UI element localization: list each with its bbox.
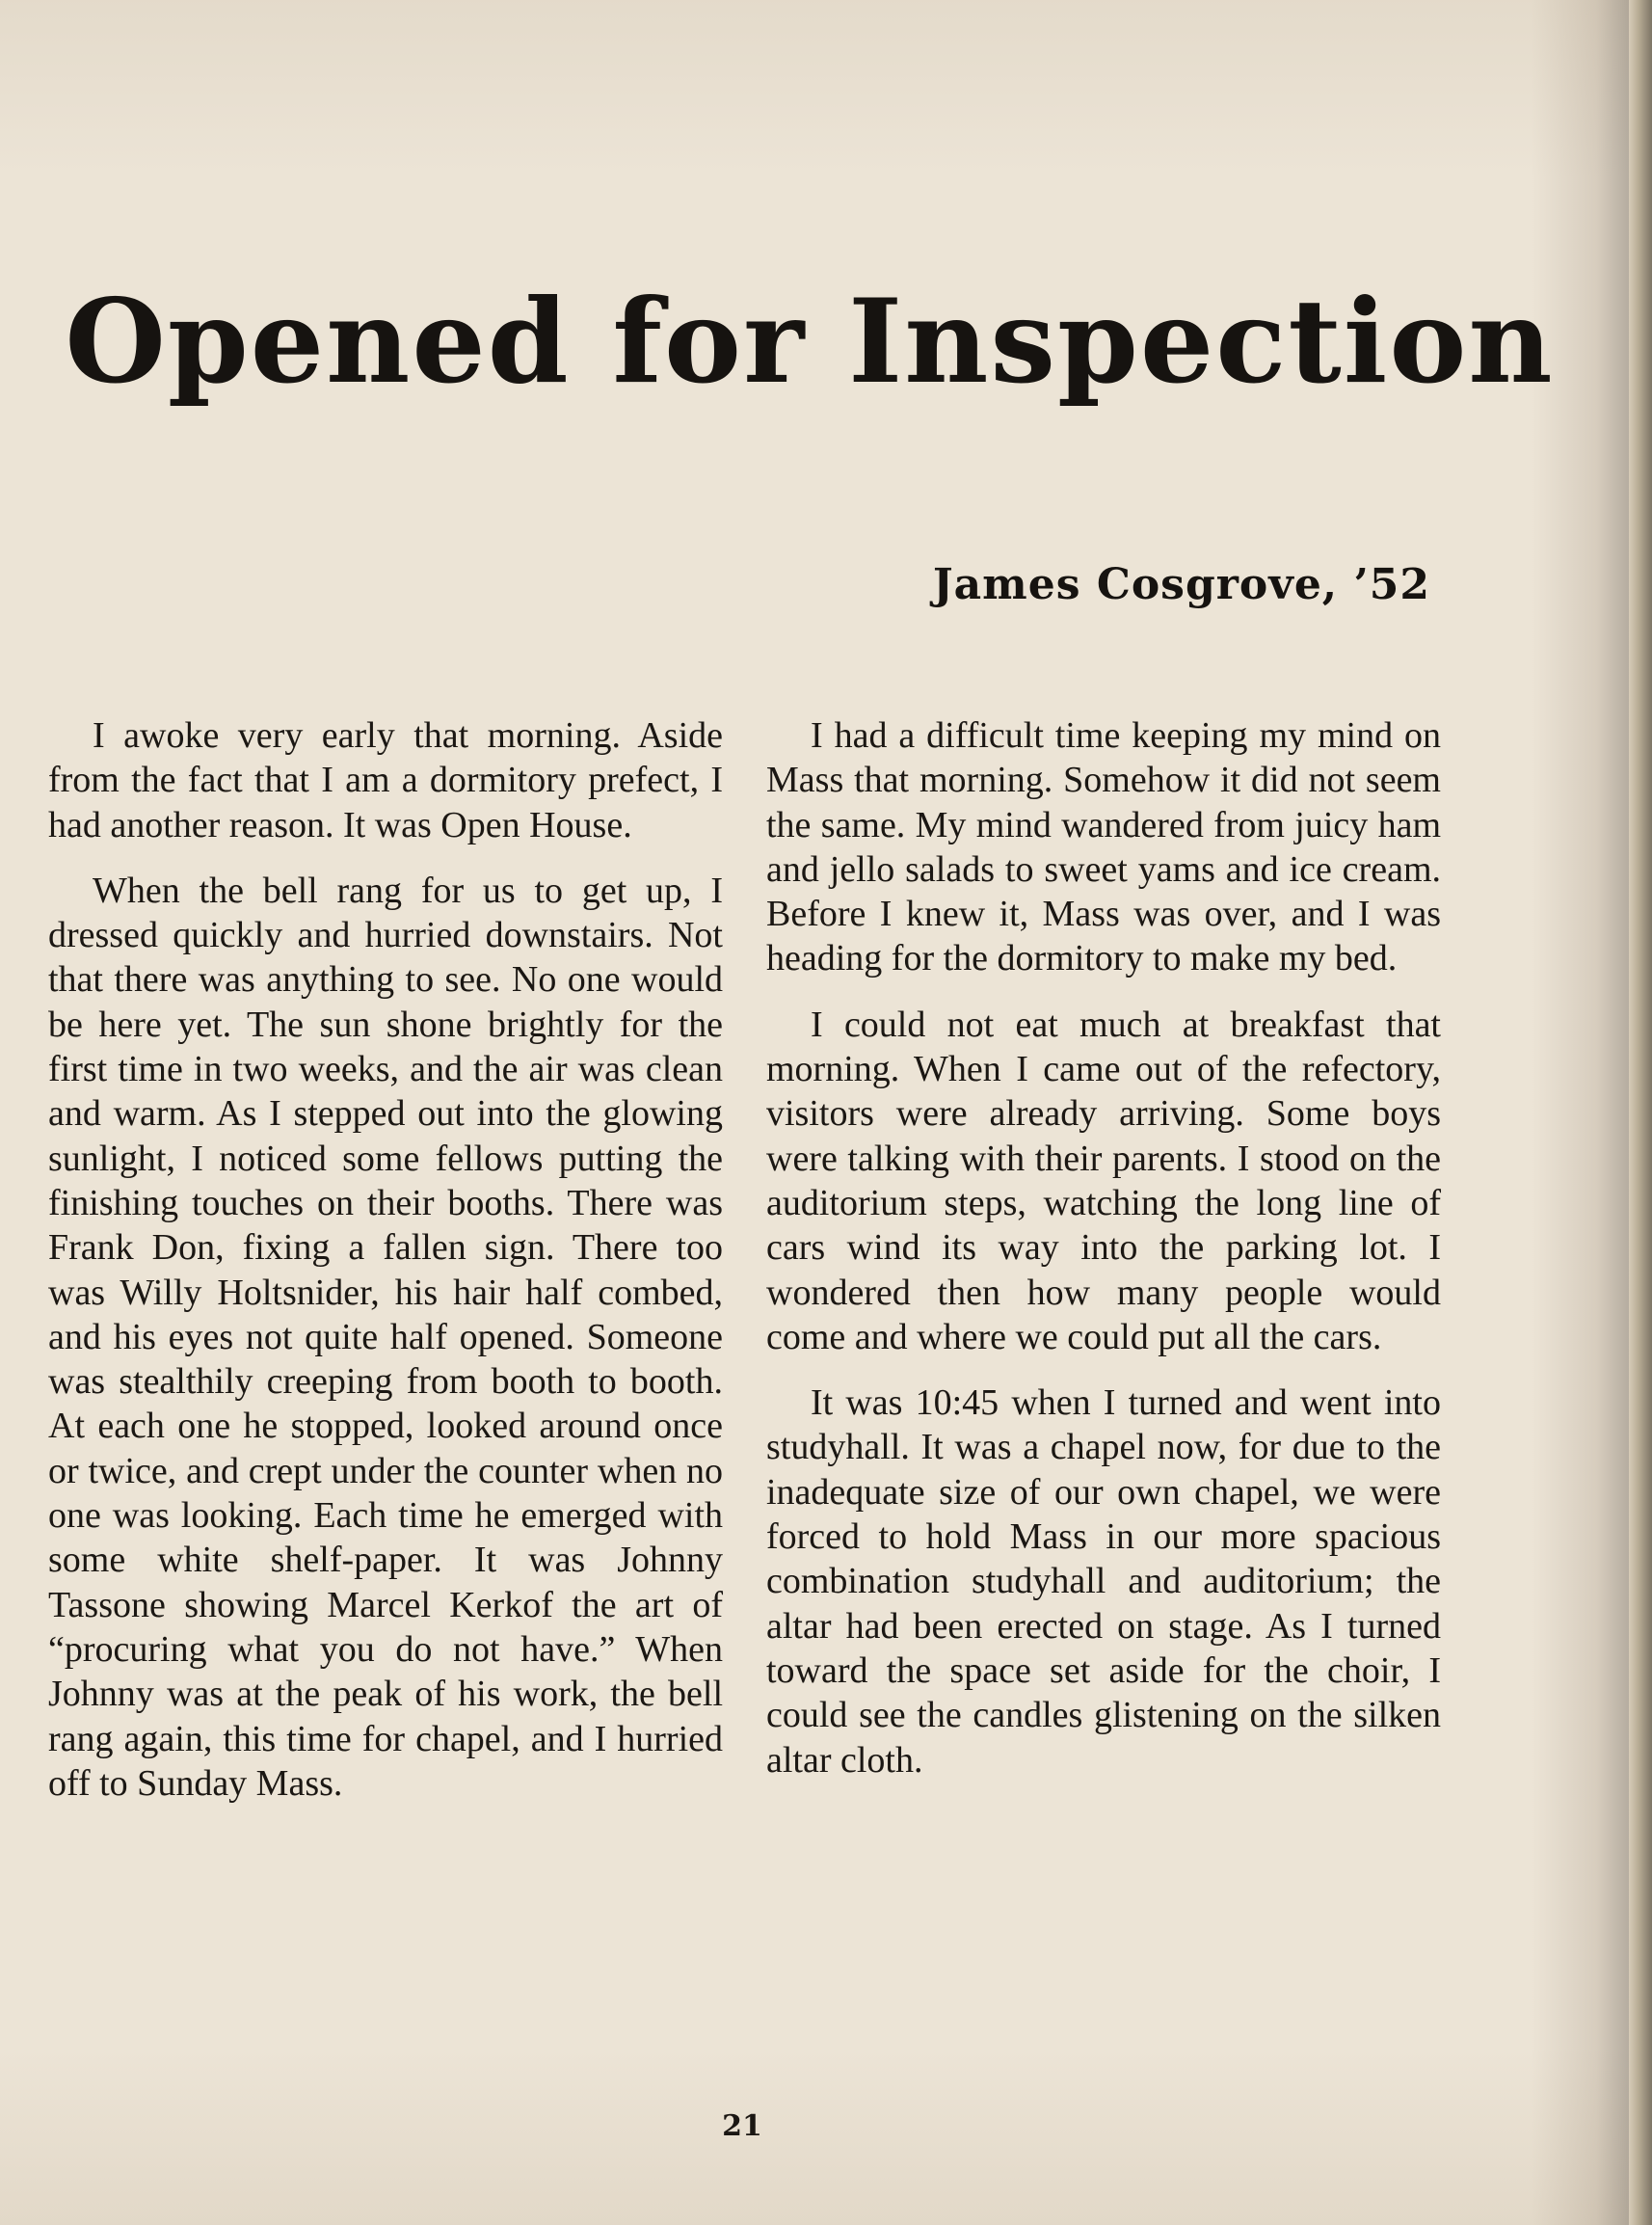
paragraph: When the bell rang for us to get up, I dressed quickly and hurried downstairs. Not that there was anything to see. No one would be here yet. The sun shone brightly for the first time in two weeks, and the air was clean and warm. As I stepped out into the glowing sunlight, I noticed some fellows putting the finishing touches on their booths. There was Frank Don, fixing a fallen sign. There too was Willy Holtsnider, his hair half combed, and his eyes not quite half opened. Someone was stealthily creeping from booth to booth. At each one he stopped, looked around once or twice, and crept under the counter when no one was looking. Each time he emerged with some white shelf-paper. It was Johnny Tassone showing Marcel Kerkof the art of “procuring what you do not have.” When Johnny was at the peak of his work, the bell rang again, this time for chapel, and I hurried off to Sunday Mass. — [48, 870, 723, 1804]
left-column — [48, 713, 723, 1806]
article-byline: James Cosgrove, ’52 — [932, 560, 1430, 609]
page-number: 21 — [722, 2109, 762, 2143]
page-edge — [1629, 0, 1652, 2225]
paragraph: I awoke very early that morning. Aside from the fact that I am a dormitory prefect, I had another reason. It was Open House. — [48, 715, 723, 845]
paragraph: It was 10:45 when I turned and went into studyhall. It was a chapel now, for due to the inadequate size of our own chapel, we were forced to hold Mass in our more spacious combination studyhall and auditorium; the altar had been erected on stage. As I turned toward the space set aside for the choir, I could see the candles glistening on the silken altar cloth. — [766, 1382, 1441, 1781]
paragraph: I could not eat much at breakfast that morning. When I came out of the refectory, visitors were already arriving. Some boys were talking with their parents. I stood on the auditorium steps, watching the long line of cars wind its way into the parking lot. I wondered then how many people would come and where we could put all the cars. — [766, 1004, 1441, 1357]
paragraph: I had a difficult time keeping my mind on Mass that morning. Somehow it did not seem the same. My mind wandered from juicy ham and jello salads to sweet yams and ice cream. Before I knew it, Mass was over, and I was heading for the dormitory to make my bed. — [766, 715, 1441, 979]
article-title: Opened for Inspection — [65, 274, 1555, 410]
right-column — [766, 713, 1441, 1783]
